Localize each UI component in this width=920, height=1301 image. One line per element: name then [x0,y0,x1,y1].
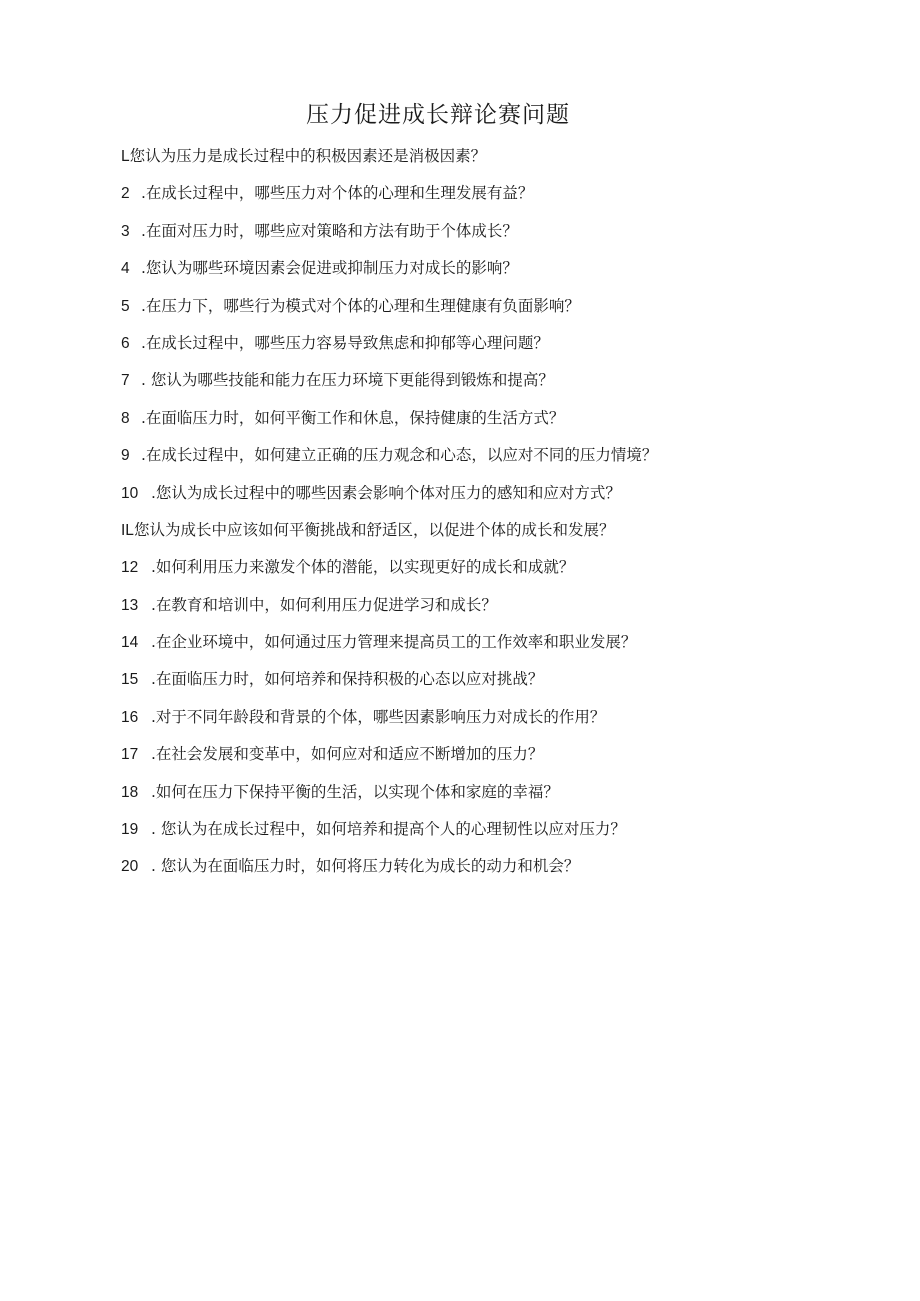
question-text: .如何在压力下保持平衡的生活，以实现个体和家庭的幸福？ [151,782,559,801]
question-number: 13 [121,596,139,614]
question-item-12 [121,556,741,579]
question-item-13 [121,594,741,617]
question-item-3 [121,220,741,243]
question-text: .在教育和培训中，如何利用压力促进学习和成长？ [151,595,497,614]
question-text: .在面临压力时，如何培养和保持积极的心态以应对挑战？ [151,670,544,689]
question-text: . 您认为在成长过程中，如何培养和提高个人的心理韧性以应对压力？ [151,820,626,839]
question-number: IL [121,521,134,539]
question-number: 3 [121,222,130,240]
question-text: .对于不同年龄段和背景的个体，哪些因素影响压力对成长的作用？ [151,707,606,726]
question-text: .您认为成长过程中的哪些因素会影响个体对压力的感知和应对方式？ [151,483,621,502]
document-title: 压力促进成长辩论赛问题 [306,102,570,128]
question-text: . 您认为哪些技能和能力在压力环境下更能得到锻炼和提高？ [141,371,554,390]
question-item-9 [121,444,733,467]
question-number: 8 [121,409,130,427]
question-text: .您认为哪些环境因素会促进或抑制压力对成长的影响？ [141,259,518,278]
question-text: .在面临压力时，如何平衡工作和休息，保持健康的生活方式？ [141,408,565,427]
question-number: 19 [121,821,139,839]
question-number: 12 [121,559,139,577]
question-text: .在成长过程中，哪些压力对个体的心理和生理发展有益？ [141,184,534,203]
question-item-11 [121,519,741,542]
question-item-16 [121,706,741,729]
question-text: .在成长过程中，哪些压力容易导致焦虑和抑郁等心理问题？ [141,333,549,352]
question-item-6 [121,332,741,355]
question-number: 2 [121,185,130,203]
question-number: 5 [121,297,130,315]
question-text: .在社会发展和变革中，如何应对和适应不断增加的压力？ [151,745,544,764]
question-number: 17 [121,746,139,764]
question-number: 10 [121,484,139,502]
question-text: .如何利用压力来激发个体的潜能，以实现更好的成长和成就？ [151,558,575,577]
question-text: .在企业环境中，如何通过压力管理来提高员工的工作效率和职业发展？ [151,633,637,652]
question-number: L [121,148,130,165]
question-number: 9 [121,447,130,465]
question-item-2 [121,182,741,205]
question-text: .在成长过程中，如何建立正确的压力观念和心态，以应对不同的压力情境？ [141,446,658,465]
question-item-14 [121,631,741,654]
question-text: . 您认为在面临压力时，如何将压力转化为成长的动力和机会？ [151,857,580,876]
question-list [121,145,741,893]
question-text: .在压力下，哪些行为模式对个体的心理和生理健康有负面影响？ [141,296,580,315]
question-item-20 [121,855,741,878]
question-text: .在面对压力时，哪些应对策略和方法有助于个体成长？ [141,221,518,240]
question-number: 6 [121,334,130,352]
question-item-5 [121,295,741,318]
question-number: 20 [121,858,139,876]
question-item-4 [121,257,741,280]
question-item-10 [121,482,741,505]
question-number: 14 [121,634,139,652]
question-number: 18 [121,783,139,801]
question-item-15 [121,668,741,691]
question-item-18 [121,781,741,804]
question-item-7 [121,369,741,392]
question-item-8 [121,407,741,430]
question-item-1 [121,145,741,168]
question-number: 15 [121,671,139,689]
question-number: 4 [121,260,130,278]
question-item-19 [121,818,741,841]
question-text: 您认为成长中应该如何平衡挑战和舒适区，以促进个体的成长和发展？ [133,520,615,539]
question-text: 您认为压力是成长过程中的积极因素还是消极因素？ [129,147,487,165]
question-item-17 [121,743,741,766]
question-number: 7 [121,372,130,390]
question-number: 16 [121,708,139,726]
